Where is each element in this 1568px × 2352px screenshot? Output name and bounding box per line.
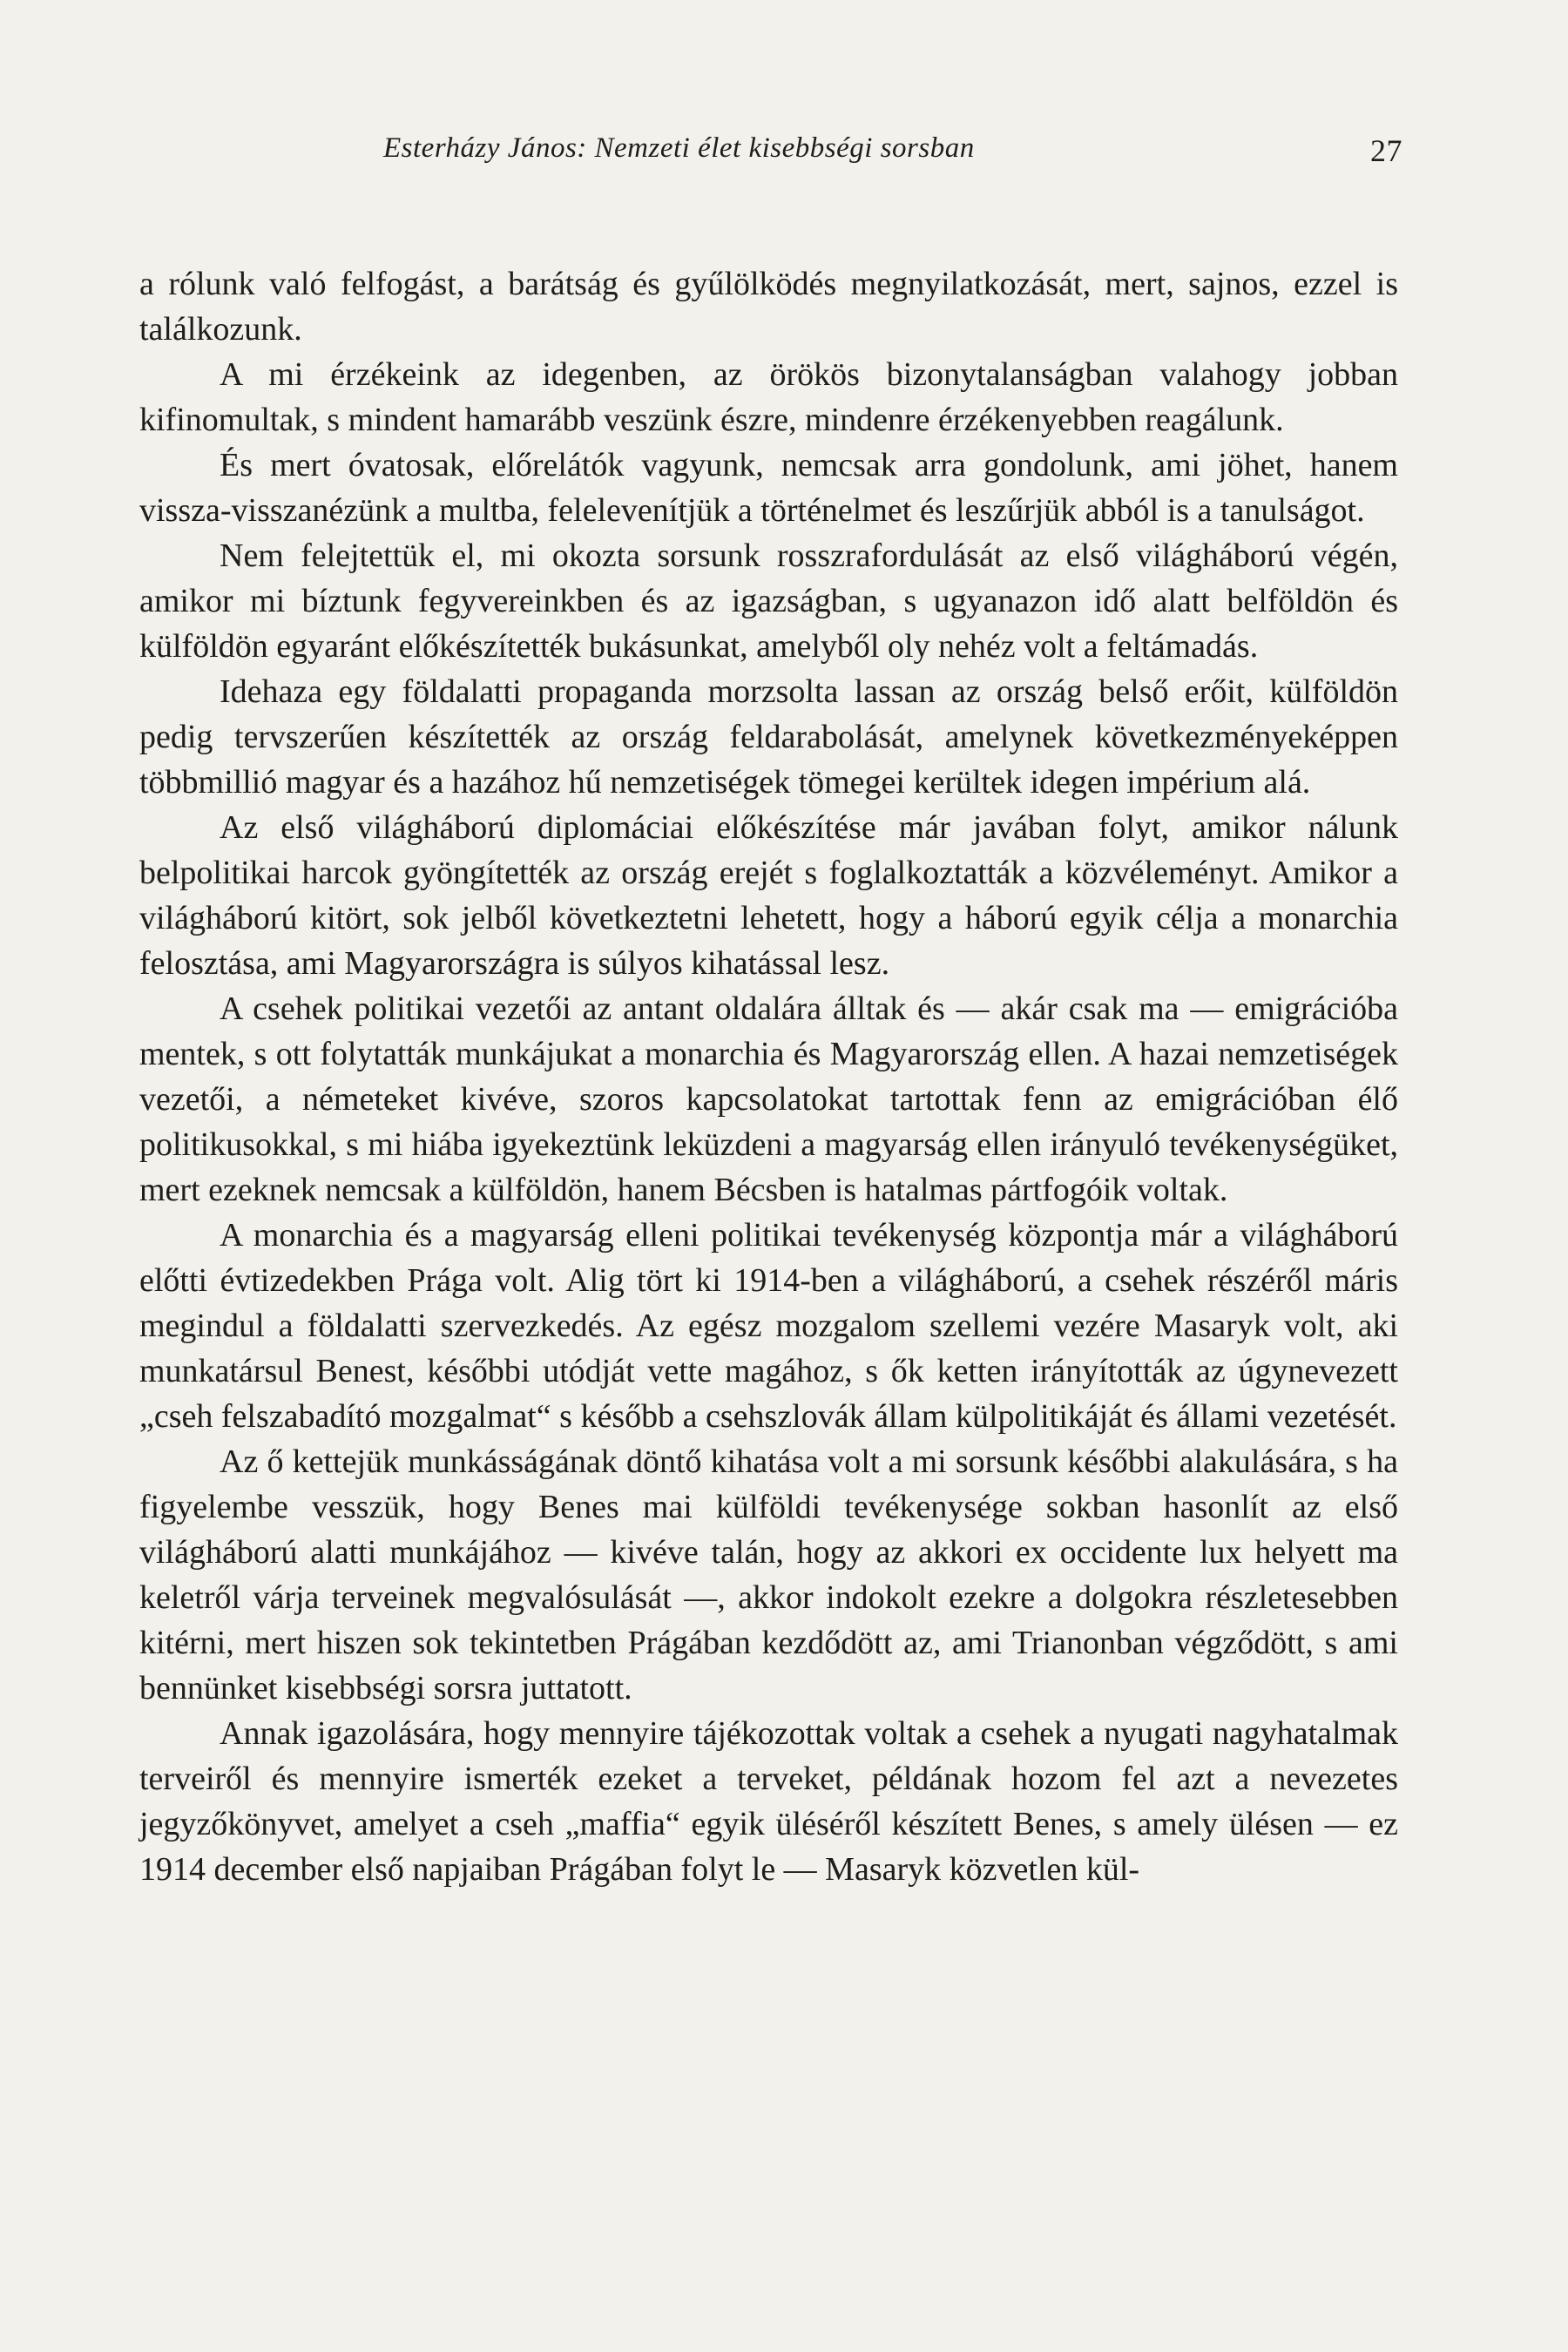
paragraph: A mi érzékeink az idegenben, az örökös bizonytalanságban valahogy jobban kifinomultak, s mindent hamarább veszünk észre, mindenre érzékenyebben reagálunk. bbox=[139, 356, 1398, 438]
paragraph-continued: a rólunk való felfogást, a barátság és gyűlölködés megnyilatkozását, mert, sajnos, ezzel is találkozunk. bbox=[139, 266, 1398, 348]
paragraph: Annak igazolására, hogy mennyire tájékozottak voltak a csehek a nyugati nagyhatalmak terveiről és mennyire ismerték ezeket a terveket, példának hozom fel azt a nevezetes jegyzőkönyvet, amelyet a cseh „maffia“ egyik üléséről készített Benes, s amely ülésen — ez 1914 december első napjaiban Prágában folyt le — Masaryk közvetlen kül- bbox=[139, 1715, 1398, 1888]
paragraph: Az első világháború diplomáciai előkészítése már javában folyt, amikor nálunk belpolitikai harcok gyöngítették az ország erejét s foglalkoztatták a közvéleményt. Amikor a világháború kitört, sok jelből következtetni lehetett, hogy a háború egyik célja a monarchia felosztása, ami Magyarországra is súlyos kihatással lesz. bbox=[139, 809, 1398, 982]
paragraph: Nem felejtettük el, mi okozta sorsunk rosszrafordulását az első világháború végén, amikor mi bíztunk fegyvereinkben és az igazságban, s ugyanazon idő alatt belföldön és külföldön egyaránt előkészítették bukásunkat, amelyből oly nehéz volt a feltámadás. bbox=[139, 537, 1398, 665]
paragraph: Idehaza egy földalatti propaganda morzsolta lassan az ország belső erőit, külföldön pedig tervszerűen készítették az ország feldarabolását, amelynek következményeképpen többmillió magyar és a hazához hű nemzetiségek tömegei kerültek idegen impérium alá. bbox=[139, 673, 1398, 801]
running-title: Esterházy János: Nemzeti élet kisebbségi sorsban bbox=[383, 132, 975, 164]
page-number: 27 bbox=[1370, 133, 1402, 168]
paragraph: És mert óvatosak, előrelátók vagyunk, nemcsak arra gondolunk, ami jöhet, hanem vissza-visszanézünk a multba, felelevenítjük a történelmet és leszűrjük abból is a tanulságot. bbox=[139, 447, 1398, 529]
paragraph: A csehek politikai vezetői az antant oldalára álltak és — akár csak ma — emigrációba mentek, s ott folytatták munkájukat a monarchia és Magyarország ellen. A hazai nemzetiségek vezetői, a németeket kivéve, szoros kapcsolatokat tartottak fenn az emigrációban élő politikusokkal, s mi hiába igyekeztünk leküzdeni a magyarság ellen irányuló tevékenységüket, mert ezeknek nemcsak a külföldön, hanem Bécsben is hatalmas pártfogóik voltak. bbox=[139, 990, 1398, 1208]
paragraph: A monarchia és a magyarság elleni politikai tevékenység központja már a világháború előtti évtizedekben Prága volt. Alig tört ki 1914-ben a világháború, a csehek részéről máris megindul a földalatti szervezkedés. Az egész mozgalom szellemi vezére Masaryk volt, aki munkatársul Benest, későbbi utódját vette magához, s ők ketten irányították az úgynevezett „cseh felszabadító mozgalmat“ s később a csehszlovák állam külpolitikáját és állami vezetését. bbox=[139, 1217, 1398, 1435]
running-head bbox=[383, 132, 1402, 176]
paragraph: Az ő kettejük munkásságának döntő kihatása volt a mi sorsunk későbbi alakulására, s ha figyelembe vesszük, hogy Benes mai külföldi tevékenysége sokban hasonlít az első világháború alatti munkájához — kivéve talán, hogy az akkori ex occidente lux helyett ma keletről várja terveinek megvalósulását —, akkor indokolt ezekre a dolgokra részletesebben kitérni, mert hiszen sok tekintetben Prágában kezdődött az, ami Trianonban végződött, s ami bennünket kisebbségi sorsra juttatott. bbox=[139, 1443, 1398, 1707]
body-text bbox=[139, 261, 1398, 1892]
